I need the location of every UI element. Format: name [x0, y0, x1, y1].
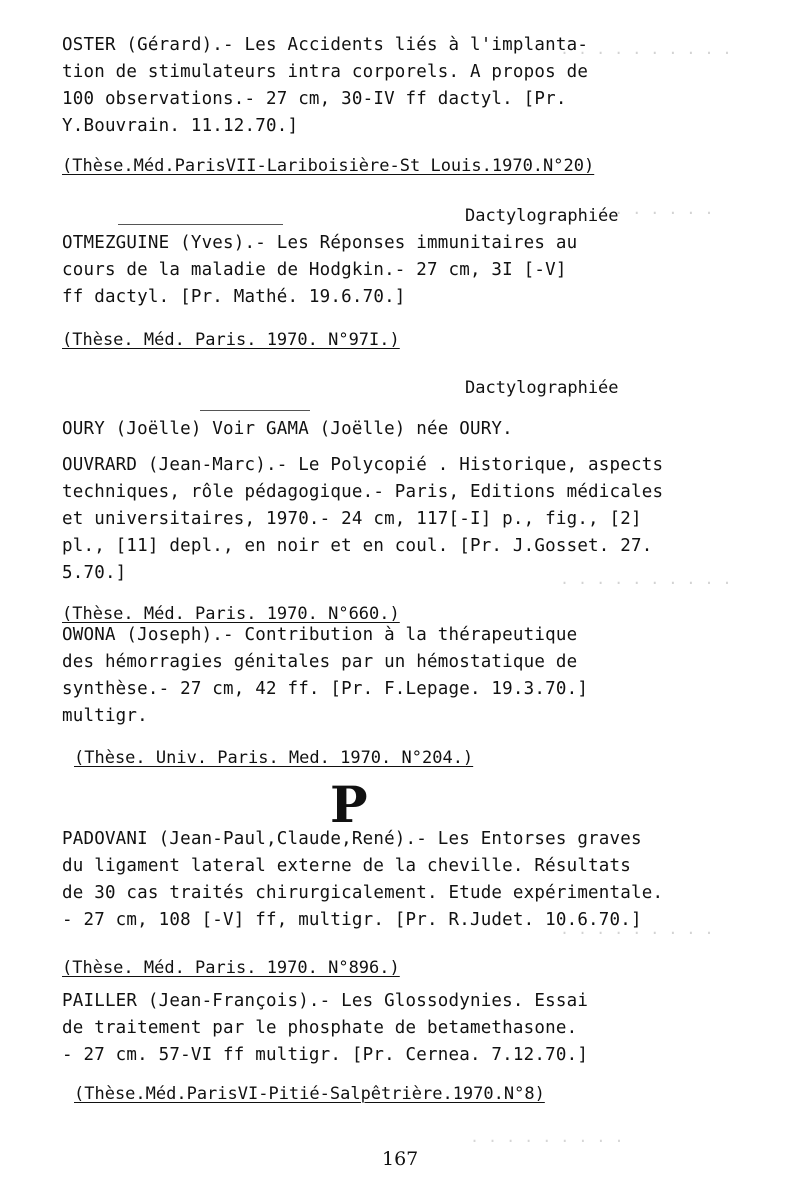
- bleed-through-text: . . . . . . . . .: [560, 200, 714, 218]
- entry-line: multigr.: [62, 706, 148, 726]
- entry-line: de traitement par le phosphate de betamethasone.: [62, 1018, 578, 1038]
- entry-line: synthèse.- 27 cm, 42 ff. [Pr. F.Lepage. 19.3.70.]: [62, 679, 589, 699]
- typescript-note: Dactylographiée: [465, 206, 619, 226]
- entry-line: et universitaires, 1970.- 24 cm, 117[-I] p., fig., [2]: [62, 509, 642, 529]
- entry-line: Y.Bouvrain. 11.12.70.]: [62, 116, 299, 136]
- entry-line: OUVRARD (Jean-Marc).- Le Polycopié . Historique, aspects: [62, 455, 664, 475]
- section-letter: P: [330, 775, 368, 834]
- entry-line: - 27 cm. 57-VI ff multigr. [Pr. Cernea. 7.12.70.]: [62, 1045, 589, 1065]
- entry-line: PADOVANI (Jean-Paul,Claude,René).- Les Entorses graves: [62, 829, 642, 849]
- bleed-through-text: . . . . . . . . .: [560, 920, 714, 938]
- entry-oster: [62, 32, 762, 140]
- entry-pailler: [62, 988, 762, 1069]
- thesis-citation: (Thèse. Méd. Paris. 1970. N°660.): [62, 604, 400, 624]
- entry-line: OURY (Joëlle) Voir GAMA (Joëlle) née OURY.: [62, 419, 513, 439]
- entry-line: OSTER (Gérard).- Les Accidents liés à l'implanta-: [62, 35, 589, 55]
- entry-otmezguine: [62, 230, 762, 311]
- entry-line: - 27 cm, 108 [-V] ff, multigr. [Pr. R.Judet. 10.6.70.]: [62, 910, 642, 930]
- entry-line: OTMEZGUINE (Yves).- Les Réponses immunitaires au: [62, 233, 578, 253]
- thesis-citation: (Thèse. Méd. Paris. 1970. N°896.): [62, 958, 400, 978]
- thesis-citation: (Thèse.Méd.ParisVII-Lariboisière-St Louis.1970.N°20): [62, 156, 595, 176]
- entry-line: tion de stimulateurs intra corporels. A propos de: [62, 62, 589, 82]
- entry-line: pl., [11] depl., en noir et en coul. [Pr. J.Gosset. 27.: [62, 536, 653, 556]
- entry-ouvrard: [62, 452, 762, 587]
- thesis-citation: (Thèse. Méd. Paris. 1970. N°97I.): [62, 330, 400, 350]
- entry-oury: [62, 416, 762, 443]
- entry-line: 5.70.]: [62, 563, 127, 583]
- entry-owona: [62, 622, 762, 730]
- entry-line: OWONA (Joseph).- Contribution à la thérapeutique: [62, 625, 578, 645]
- thesis-citation: (Thèse. Univ. Paris. Med. 1970. N°204.): [74, 748, 474, 768]
- entry-line: PAILLER (Jean-François).- Les Glossodynies. Essai: [62, 991, 589, 1011]
- entry-line: ff dactyl. [Pr. Mathé. 19.6.70.]: [62, 287, 406, 307]
- entry-line: cours de la maladie de Hodgkin.- 27 cm, 3I [-V]: [62, 260, 567, 280]
- entry-padovani: [62, 826, 762, 934]
- entry-line: des hémorragies génitales par un hémostatique de: [62, 652, 578, 672]
- entry-line: du ligament lateral externe de la cheville. Résultats: [62, 856, 632, 876]
- page-number: 167: [382, 1148, 419, 1170]
- entry-line: techniques, rôle pédagogique.- Paris, Editions médicales: [62, 482, 664, 502]
- entry-line: de 30 cas traités chirurgicalement. Etude expérimentale.: [62, 883, 664, 903]
- separator-rule: [118, 224, 283, 225]
- bleed-through-text: . . . . . . . . .: [470, 1128, 624, 1146]
- thesis-citation: (Thèse.Méd.ParisVI-Pitié-Salpêtrière.1970.N°8): [74, 1084, 545, 1104]
- bleed-through-text: . . . . . . . . . .: [560, 570, 732, 588]
- bleed-through-text: . . . . . . . . . .: [560, 40, 732, 58]
- separator-rule: [200, 410, 310, 411]
- entry-line: 100 observations.- 27 cm, 30-IV ff dactyl. [Pr.: [62, 89, 567, 109]
- typescript-note: Dactylographiée: [465, 378, 619, 398]
